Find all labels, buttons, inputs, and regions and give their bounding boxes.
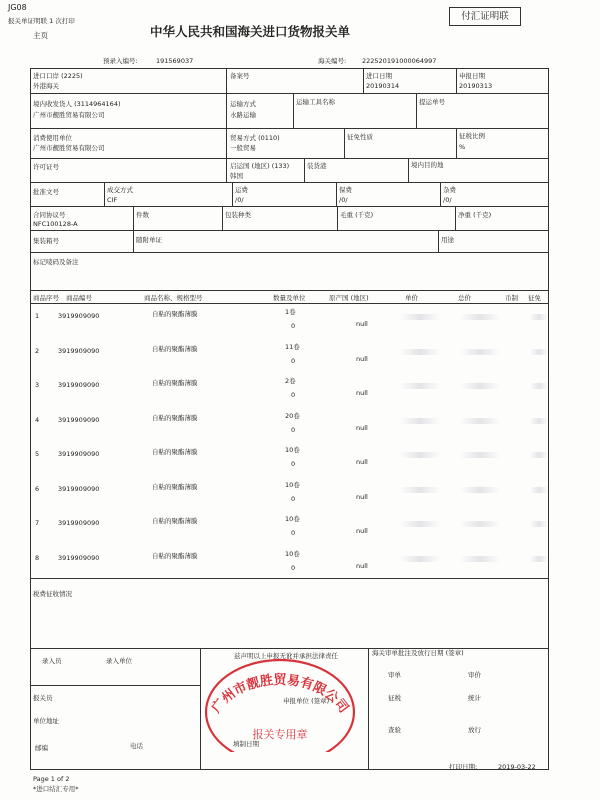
- item-code: 3919909090: [58, 415, 100, 424]
- freight-value: /0/: [235, 196, 244, 204]
- item-no: 1: [35, 312, 40, 320]
- rule: [440, 182, 441, 206]
- rule: [30, 252, 549, 253]
- user-value: 广州市靓胜贸易有限公司: [33, 144, 105, 152]
- item-qty: 11卷: [285, 342, 300, 351]
- item-no: 8: [35, 553, 40, 562]
- tax-ratio-label: 征税比例: [459, 132, 485, 140]
- item-name: 自粘的聚酯薄膜: [152, 551, 198, 560]
- rule: [304, 158, 305, 182]
- redacted-price: [400, 521, 440, 527]
- redacted-price: [460, 521, 500, 527]
- redacted-price: [460, 383, 500, 389]
- print-date-label: 打印日期:: [449, 763, 478, 771]
- item-code: 3919909090: [58, 381, 100, 389]
- gross-weight-label: 毛重 (千克): [340, 211, 374, 219]
- redacted-price: [530, 556, 548, 562]
- item-name: 自粘的聚酯薄膜: [152, 482, 198, 491]
- transport-value: 水路运输: [230, 111, 256, 119]
- pieces-label: 件数: [136, 211, 149, 219]
- declarer-label: 报关员: [33, 694, 53, 702]
- deal-label: 成交方式: [107, 186, 133, 194]
- rule: [222, 206, 223, 230]
- page-number: Page 1 of 2: [33, 775, 70, 783]
- home-link[interactable]: 主页: [33, 31, 48, 40]
- rule: [133, 230, 134, 252]
- misc-label: 杂费: [443, 186, 456, 194]
- record-label: 备案号: [230, 72, 250, 80]
- redacted-price: [460, 314, 500, 320]
- vehicle-label: 运输工具名称: [296, 98, 335, 106]
- rule: [30, 648, 549, 649]
- redacted-price: [530, 521, 548, 527]
- declare-date: 20190313: [459, 82, 493, 90]
- rule: [30, 206, 549, 207]
- rule: [30, 303, 549, 304]
- user-label: 消费使用单位: [33, 134, 72, 142]
- rule: [133, 206, 134, 230]
- item-no: 6: [35, 484, 40, 493]
- redacted-price: [400, 383, 440, 389]
- insurance-value: /0/: [339, 196, 348, 204]
- inspect-label: 查验: [388, 726, 401, 734]
- item-no: 3: [35, 381, 40, 389]
- rule: [30, 578, 549, 579]
- trade-label: 贸易方式 (0110): [230, 134, 280, 142]
- item-name: 自粘的聚酯薄膜: [152, 379, 198, 387]
- freight-label: 运费: [235, 186, 248, 194]
- tax-label: 征免性质: [347, 133, 373, 141]
- contract-value: NFC100128-A: [33, 220, 78, 228]
- items-header-currency: 币制: [505, 294, 518, 302]
- print-date: 2019-03-22: [498, 763, 536, 771]
- loading-port-label: 装货港: [307, 162, 327, 170]
- rule: [30, 290, 549, 291]
- redacted-price: [400, 487, 440, 493]
- seal-company-text: 广州市靓胜贸易有限公司: [209, 673, 351, 716]
- rule: [344, 128, 345, 158]
- rule: [438, 230, 439, 252]
- redacted-price: [460, 349, 500, 355]
- item-code: 3919909090: [58, 484, 100, 493]
- pack-label: 包装种类: [225, 211, 251, 219]
- item-code: 3919909090: [58, 312, 100, 320]
- port-label: 进口口岸 (2225): [33, 72, 83, 80]
- price-review-label: 审价: [468, 671, 481, 679]
- company-seal: [200, 656, 360, 752]
- item-qty-secondary: 0: [291, 391, 296, 399]
- redacted-price: [400, 314, 440, 320]
- approval-label: 海关审单批注及放行日期 (签章): [372, 649, 464, 657]
- rule: [408, 158, 409, 182]
- item-qty-secondary: 0: [291, 494, 296, 503]
- redacted-price: [460, 452, 500, 458]
- item-no: 7: [35, 519, 40, 527]
- phone-label: 电话: [130, 742, 143, 750]
- destination-label: 境内目的地: [411, 161, 444, 169]
- redacted-price: [530, 452, 548, 458]
- item-no: 4: [35, 415, 40, 424]
- items-header-code: 商品编号: [66, 294, 92, 302]
- item-qty: 1卷: [285, 308, 296, 316]
- rule: [337, 206, 338, 230]
- item-qty-secondary: 0: [291, 529, 296, 537]
- redacted-price: [530, 349, 548, 355]
- item-origin: null: [356, 320, 368, 328]
- rule: [416, 93, 417, 128]
- item-no: 5: [35, 450, 40, 458]
- items-header-unit-price: 单价: [405, 294, 418, 302]
- redacted-price: [460, 556, 500, 562]
- item-origin: null: [356, 527, 368, 535]
- rule: [30, 685, 200, 686]
- trade-value: 一般贸易: [230, 144, 256, 152]
- item-qty-secondary: 0: [291, 356, 296, 365]
- redacted-price: [530, 383, 548, 389]
- rule: [455, 206, 456, 230]
- import-date-label: 进口日期: [366, 72, 392, 80]
- items-header-qty: 数量及单位: [273, 294, 306, 302]
- rule: [30, 182, 549, 183]
- item-name: 自粘的聚酯薄膜: [152, 448, 198, 456]
- item-qty: 10卷: [285, 549, 300, 558]
- release-label: 放行: [468, 726, 481, 734]
- fill-date-label: 填制日期: [233, 740, 259, 748]
- item-code: 3919909090: [58, 450, 100, 458]
- item-origin: null: [356, 389, 368, 397]
- rule: [226, 68, 227, 183]
- item-qty-secondary: 0: [291, 460, 296, 468]
- rule: [30, 93, 549, 94]
- items-header-name: 商品名称、规格型号: [144, 294, 203, 302]
- rule: [293, 93, 294, 128]
- form-code: JG08: [8, 3, 27, 12]
- item-qty: 10卷: [285, 515, 300, 523]
- footnote: *进口结汇专用*: [33, 785, 79, 793]
- use-label: 用途: [441, 236, 454, 244]
- tax-ratio-value: %: [459, 143, 466, 151]
- items-header-tax: 征免: [528, 294, 541, 302]
- bl-label: 提运单号: [419, 98, 445, 106]
- customs-number-label: 海关编号:: [318, 57, 347, 65]
- entry-person-label: 录入员: [42, 657, 62, 665]
- items-header-origin: 原产国 (地区): [329, 294, 369, 302]
- origin-country-label: 启运国 (地区) (133): [230, 162, 290, 170]
- item-name: 自粘的聚酯薄膜: [152, 344, 198, 353]
- contract-label: 合同协议号: [33, 211, 66, 219]
- item-qty: 20卷: [285, 411, 300, 420]
- redacted-price: [530, 418, 548, 424]
- rule: [368, 648, 369, 770]
- review-label: 审单: [388, 671, 401, 679]
- unit-address-label: 单位地址: [33, 717, 59, 725]
- items-header-no: 商品序号: [33, 294, 59, 302]
- redacted-price: [460, 487, 500, 493]
- redacted-price: [400, 452, 440, 458]
- deal-value: CIF: [107, 196, 118, 204]
- zip-label: 邮编: [35, 744, 48, 752]
- redacted-price: [460, 418, 500, 424]
- entry-unit-label: 录入单位: [106, 657, 132, 665]
- item-qty-secondary: 0: [291, 563, 296, 572]
- item-qty: 10卷: [285, 480, 300, 489]
- item-no: 2: [35, 346, 40, 355]
- net-weight-label: 净重 (千克): [458, 211, 492, 219]
- pre-entry-label: 预录入编号:: [103, 57, 138, 65]
- item-qty: 2卷: [285, 377, 296, 385]
- declare-date-label: 申报日期: [459, 72, 485, 80]
- tax-status-label: 税费征收情况: [33, 590, 72, 598]
- origin-country-value: 韩国: [230, 172, 243, 180]
- rule: [363, 68, 364, 93]
- declare-unit-label: 申报单位 (签章): [283, 697, 330, 705]
- redacted-price: [400, 556, 440, 562]
- item-origin: null: [356, 458, 368, 466]
- copy-info: 报关单证明联 1 次打印: [8, 17, 75, 25]
- import-date: 20190314: [366, 82, 400, 90]
- item-code: 3919909090: [58, 346, 100, 355]
- rule: [456, 128, 457, 158]
- rule: [30, 158, 549, 159]
- redacted-price: [400, 349, 440, 355]
- item-qty: 10卷: [285, 446, 300, 454]
- declaration-statement: 兹声明以上申报无讹并承担法律责任: [234, 652, 338, 660]
- customs-number: 222520191000064997: [362, 57, 437, 65]
- item-origin: null: [356, 492, 368, 501]
- stats-label: 统计: [468, 694, 481, 702]
- port-value: 外港海关: [33, 82, 59, 90]
- items-header-total: 总价: [458, 294, 471, 302]
- item-origin: null: [356, 354, 368, 363]
- consignee-value: 广州市靓胜贸易有限公司: [33, 111, 105, 119]
- marks-label: 标记唛码及备注: [33, 258, 79, 266]
- rule: [30, 128, 549, 129]
- consignee-label: 境内收发货人 (3114964164): [33, 100, 121, 108]
- redacted-price: [530, 314, 548, 320]
- document-title: 中华人民共和国海关进口货物报关单: [150, 24, 351, 39]
- transport-label: 运输方式: [230, 100, 256, 108]
- rule: [336, 182, 337, 206]
- docs-label: 随附单证: [136, 236, 162, 244]
- rule: [30, 230, 549, 231]
- item-code: 3919909090: [58, 519, 100, 527]
- levy-label: 征税: [388, 694, 401, 702]
- approval-label: 批准文号: [33, 188, 59, 196]
- item-name: 自粘的聚酯薄膜: [152, 310, 198, 318]
- seal-purpose-text: 报关专用章: [252, 728, 308, 741]
- item-qty-secondary: 0: [291, 425, 296, 434]
- redacted-price: [400, 418, 440, 424]
- misc-value: /0/: [443, 196, 452, 204]
- stamp-label: 付汇证明联: [449, 7, 521, 26]
- pre-entry-number: 191569037: [156, 57, 194, 65]
- redacted-price: [530, 487, 548, 493]
- item-name: 自粘的聚酯薄膜: [152, 413, 198, 422]
- container-label: 集装箱号: [33, 237, 59, 245]
- item-qty-secondary: 0: [291, 322, 296, 330]
- license-label: 许可证号: [33, 163, 59, 171]
- item-name: 自粘的聚酯薄膜: [152, 517, 198, 525]
- item-code: 3919909090: [58, 553, 100, 562]
- insurance-label: 保费: [339, 186, 352, 194]
- rule: [232, 182, 233, 206]
- rule: [104, 182, 105, 206]
- rule: [456, 68, 457, 93]
- item-origin: null: [356, 561, 368, 570]
- item-origin: null: [356, 423, 368, 432]
